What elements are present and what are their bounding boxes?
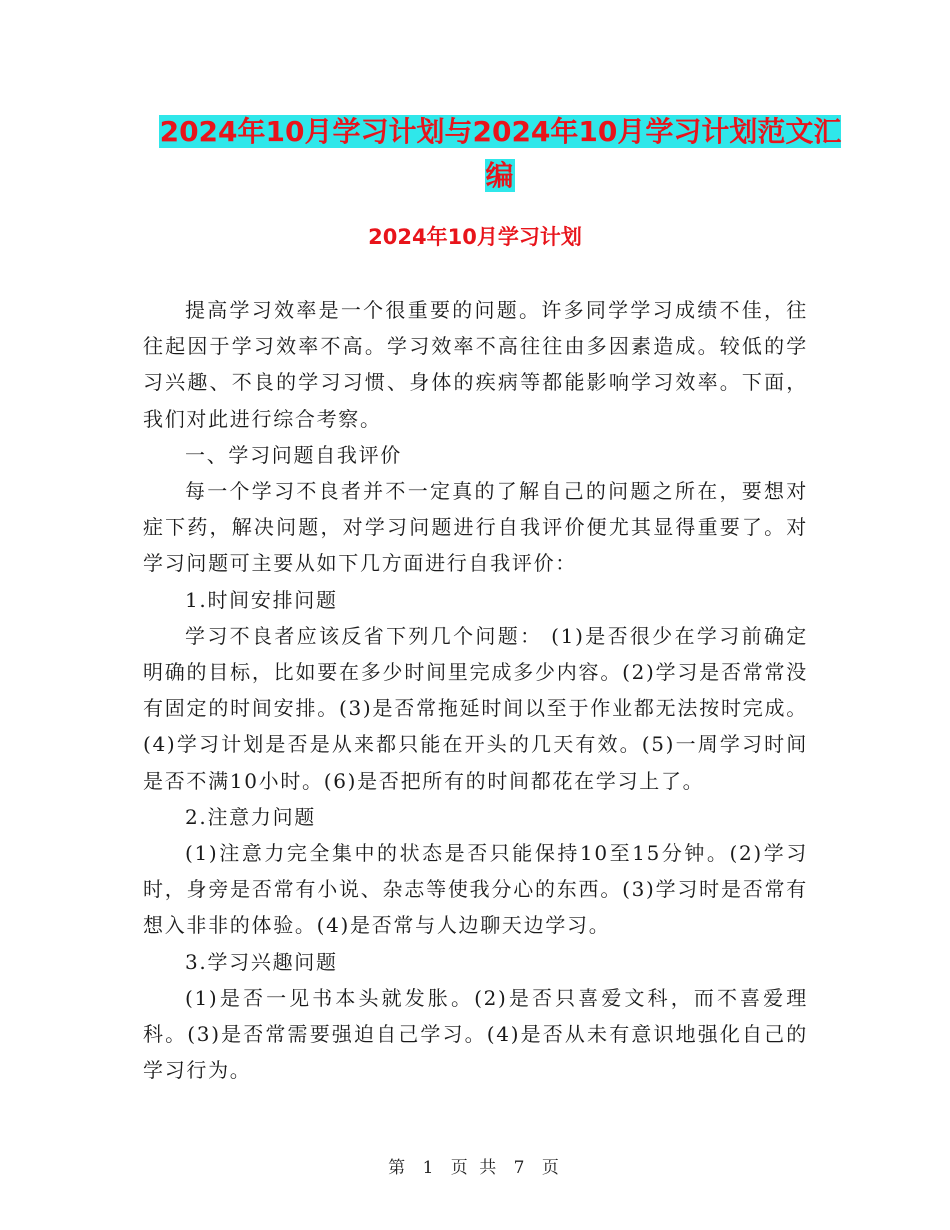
footer-page-number: 1 (422, 1158, 437, 1178)
paragraph: 学习不良者应该反省下列几个问题： (1)是否很少在学习前确定明确的目标，比如要在多少时间里完成多少内容。(2)学习是否常常没有固定的时间安排。(3)是否常拖延时间以至于作业都无法按时完成。(4)学习计划是否是从来都只能在开头的几天有效。(5)一周学习时间是否不满10小时。(6)是否把所有的时间都花在学习上了。 (143, 623, 808, 793)
footer-prefix: 第 (388, 1158, 409, 1178)
paragraph: (1)是否一见书本头就发胀。(2)是否只喜爱文科，而不喜爱理科。(3)是否常需要强迫自己学习。(4)是否从未有意识地强化自己的学习行为。 (143, 985, 808, 1083)
footer-middle: 页 共 (450, 1158, 500, 1178)
heading-self-evaluation: 一、学习问题自我评价 (185, 442, 402, 467)
footer-suffix: 页 (541, 1158, 562, 1178)
document-body (143, 292, 808, 1088)
footer-total-pages: 7 (513, 1158, 528, 1178)
paragraph: 每一个学习不良者并不一定真的了解自己的问题之所在，要想对症下药，解决问题，对学习问题进行自我评价便尤其显得重要了。对学习问题可主要从如下几方面进行自我评价： (143, 479, 808, 576)
paragraph: 提高学习效率是一个很重要的问题。许多同学学习成绩不佳，往往起因于学习效率不高。学习效率不高往往由多因素造成。较低的学习兴趣、不良的学习习惯、身体的疾病等都能影响学习效率。下面，我们对此进行综合考察。 (143, 298, 808, 431)
document-title (150, 110, 850, 198)
heading-interest: 3.学习兴趣问题 (185, 949, 338, 974)
page-footer (0, 1153, 950, 1178)
heading-time-management: 1.时间安排问题 (185, 587, 338, 612)
section-title: 2024年10月学习计划 (368, 225, 582, 249)
document-title-text: 2024年10月学习计划与2024年10月学习计划范文汇编 (159, 115, 842, 192)
paragraph: (1)注意力完全集中的状态是否只能保持10至15分钟。(2)学习时，身旁是否常有小说、杂志等使我分心的东西。(3)学习时是否常有想入非非的体验。(4)是否常与人边聊天边学习。 (143, 841, 808, 938)
heading-attention: 2.注意力问题 (185, 804, 316, 829)
